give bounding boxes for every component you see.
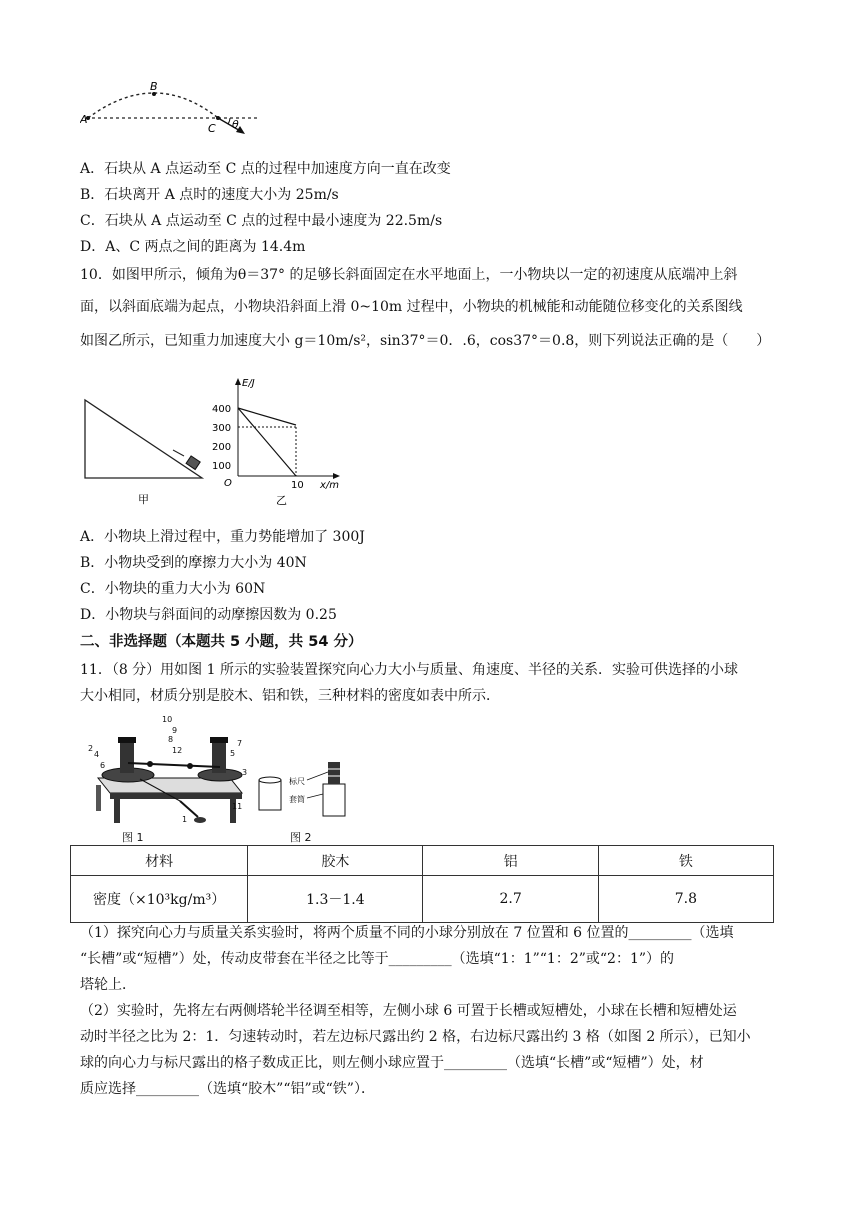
density-iron: 7.8 <box>598 876 773 923</box>
header-material: 材料 <box>71 846 248 876</box>
point-c-label: C <box>208 122 216 135</box>
mechanical-energy-line <box>238 408 296 425</box>
header-iron: 铁 <box>598 846 773 876</box>
q11-stem-2: 大小相同，材质分别是胶木、铝和铁，三种材料的密度如表中所示． <box>80 688 500 704</box>
svg-text:6: 6 <box>100 761 106 770</box>
svg-text:4: 4 <box>94 750 100 759</box>
label-jia: 甲 <box>138 493 149 506</box>
q9-option-a: A．石块从 A 点运动至 C 点的过程中加速度方向一直在改变 <box>80 161 451 177</box>
density-table <box>70 845 774 923</box>
q10-option-a: A．小物块上滑过程中，重力势能增加了 300J <box>80 529 365 545</box>
projectile-figure <box>80 76 270 138</box>
header-bakelite: 胶木 <box>248 846 423 876</box>
q10-stem-1: 10．如图甲所示，倾角为θ＝37° 的足够长斜面固定在水平地面上，一小物块以一定的初速度从底端冲上斜 <box>80 267 738 283</box>
svg-text:9: 9 <box>172 726 178 735</box>
fig1-caption: 图 1 <box>122 831 144 844</box>
q11-part2-c: 球的向心力与标尺露出的格子数成正比，则左侧小球应置于_________（选填“长槽”或“短槽”）处，材 <box>80 1055 704 1071</box>
q11-part2-d: 质应选择_________（选填“胶木”“铝”或“铁”）． <box>80 1081 375 1097</box>
ruler-figure <box>255 760 355 828</box>
svg-text:10: 10 <box>162 715 173 724</box>
apparatus-figure <box>80 713 250 831</box>
y-tick-200: 200 <box>212 442 232 453</box>
svg-text:8: 8 <box>168 735 174 744</box>
x-axis-label: x/m <box>320 480 340 491</box>
label-yi: 乙 <box>276 494 287 507</box>
q11-part2-b: 动时半径之比为 2：1．匀速转动时，若左边标尺露出约 2 格，右边标尺露出约 3 格（如图 2 所示），已知小 <box>80 1029 751 1045</box>
q10-stem-2: 面，以斜面底端为起点，小物块沿斜面上滑 0~10m 过程中，小物块的机械能和动能随位移变化的关系图线 <box>80 299 743 315</box>
q10-option-c: C．小物块的重力大小为 60N <box>80 581 266 597</box>
row-label-density: 密度（×10³kg/m³） <box>71 876 248 923</box>
incline-figure <box>80 388 215 508</box>
q10-option-b: B．小物块受到的摩擦力大小为 40N <box>80 555 307 571</box>
q9-option-b: B．石块离开 A 点时的速度大小为 25m/s <box>80 187 339 203</box>
density-aluminum: 2.7 <box>423 876 598 923</box>
density-bakelite: 1.3－1.4 <box>248 876 423 923</box>
svg-text:1: 1 <box>182 815 188 824</box>
svg-text:11: 11 <box>232 802 243 811</box>
q11-part1-c: 塔轮上． <box>80 977 136 993</box>
svg-text:12: 12 <box>172 746 183 755</box>
svg-text:2: 2 <box>88 744 94 753</box>
y-tick-400: 400 <box>212 404 232 415</box>
q11-part1-a: （1）探究向心力与质量关系实验时，将两个质量不同的小球分别放在 7 位置和 6 位置的_________（选填 <box>80 925 734 941</box>
q9-option-c: C．石块从 A 点运动至 C 点的过程中最小速度为 22.5m/s <box>80 213 443 229</box>
point-b-label: B <box>150 80 158 93</box>
q11-part1-b: “长槽”或“短槽”）处，传动皮带套在半径之比等于_________（选填“1：1”“1：2”或“2：1”）的 <box>80 951 675 967</box>
q10-stem-3: 如图乙所示，已知重力加速度大小 g＝10m/s²，sin37°＝0．.6，cos37°＝0.8，则下列说法正确的是（ ） <box>80 333 771 349</box>
svg-text:标尺: 标尺 <box>289 777 305 786</box>
y-tick-300: 300 <box>212 423 232 434</box>
energy-chart <box>208 376 348 508</box>
y-axis-label: E/J <box>242 378 255 389</box>
origin-label: O <box>224 478 232 489</box>
y-tick-100: 100 <box>212 461 232 472</box>
q10-option-d: D．小物块与斜面间的动摩擦因数为 0.25 <box>80 607 337 623</box>
svg-text:5: 5 <box>230 749 236 758</box>
svg-text:7: 7 <box>237 739 243 748</box>
svg-text:3: 3 <box>242 768 248 777</box>
svg-text:套筒: 套筒 <box>289 795 305 804</box>
q9-option-d: D．A、C 两点之间的距离为 14.4m <box>80 239 306 255</box>
x-tick-10: 10 <box>291 480 304 491</box>
theta-label: θ <box>232 118 239 131</box>
header-aluminum: 铝 <box>423 846 598 876</box>
q11-part2-a: （2）实验时，先将左右两侧塔轮半径调至相等，左侧小球 6 可置于长槽或短槽处，小球在长槽和短槽处运 <box>80 1003 737 1019</box>
section-heading: 二、非选择题（本题共 5 小题，共 54 分） <box>80 634 363 650</box>
fig2-caption: 图 2 <box>290 831 312 844</box>
kinetic-energy-line <box>238 408 296 476</box>
point-a-label: A <box>80 113 88 126</box>
q11-stem-1: 11．（8 分）用如图 1 所示的实验装置探究向心力大小与质量、角速度、半径的关系．实验可供选择的小球 <box>80 662 738 678</box>
